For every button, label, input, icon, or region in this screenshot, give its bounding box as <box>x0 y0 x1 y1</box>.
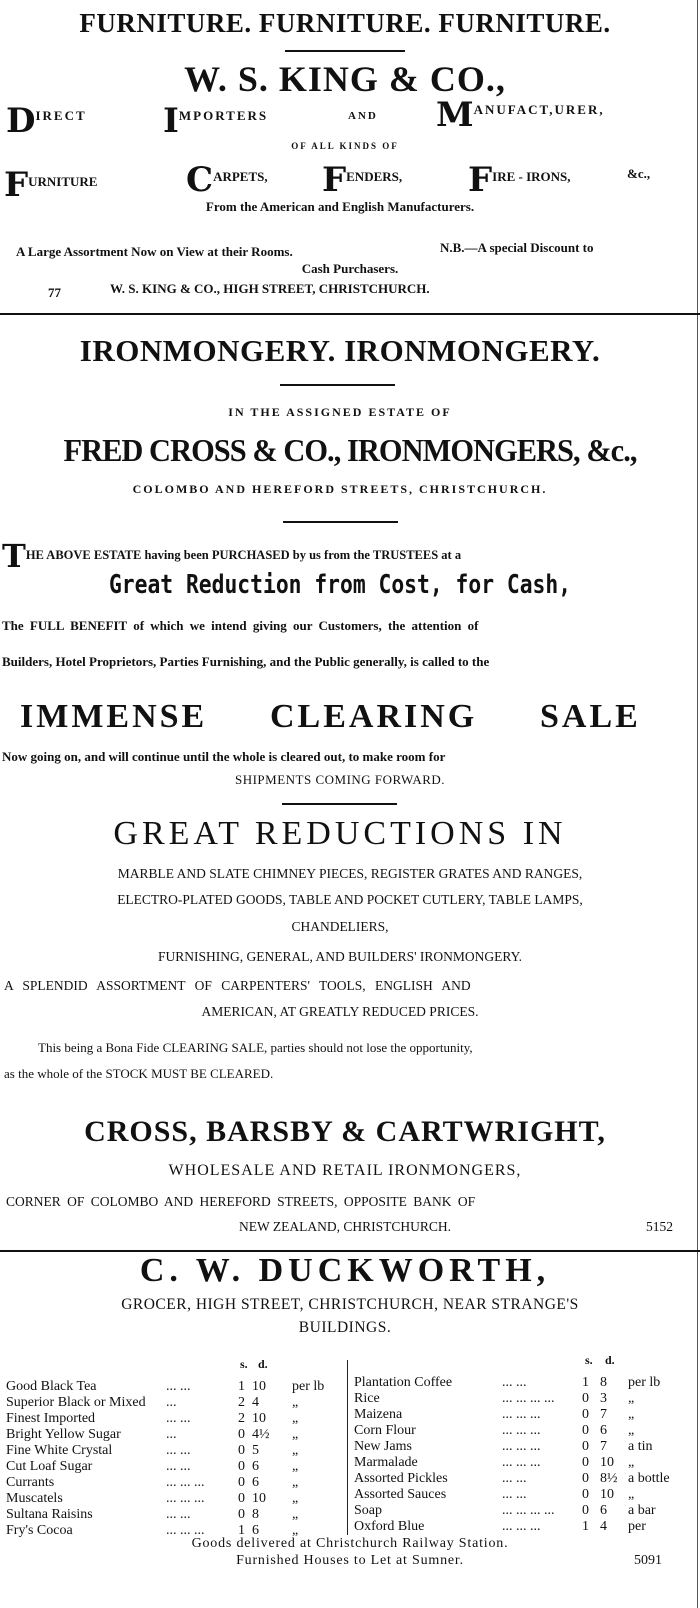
price-shillings: 1 <box>238 1523 245 1538</box>
price-unit: a bar <box>628 1503 656 1518</box>
furniture-headline: FURNITURE. FURNITURE. FURNITURE. <box>79 8 611 38</box>
right-price-list <box>354 1375 688 1535</box>
item-name: Finest Imported <box>6 1411 96 1426</box>
cash-purchasers: Cash Purchasers. <box>301 261 399 276</box>
item-name: Assorted Pickles <box>354 1471 448 1486</box>
left-price-list <box>6 1379 342 1539</box>
price-shillings: 1 <box>582 1375 589 1390</box>
price-pence: 7 <box>600 1407 607 1422</box>
leader-dots: ... ... ... <box>166 1475 205 1490</box>
price-row <box>354 1455 688 1471</box>
manufacturer-word <box>436 95 605 135</box>
ad-separator <box>0 313 700 315</box>
price-unit: per lb <box>628 1375 661 1390</box>
price-shillings: 0 <box>582 1471 589 1486</box>
furnished-line: Furnished Houses to Let at Sumner. <box>236 1553 464 1568</box>
leader-dots: ... ... <box>166 1443 191 1458</box>
drop-initial: T <box>2 537 26 575</box>
great-reductions-heading: GREAT REDUCTIONS IN <box>113 815 567 852</box>
pence-header: d. <box>258 1357 268 1371</box>
ad-ref-number: 5152 <box>646 1219 673 1234</box>
leader-dots: ... ... <box>502 1487 527 1502</box>
leader-dots: ... ... <box>166 1379 191 1394</box>
price-shillings: 2 <box>238 1411 245 1426</box>
discount-text: N.B.—A special Discount to <box>440 240 594 255</box>
furnishing-line: FURNISHING, GENERAL, AND BUILDERS' IRONMONGERY. <box>157 949 523 964</box>
price-row <box>354 1503 688 1519</box>
item-name: Soap <box>354 1503 382 1518</box>
price-pence: 6 <box>600 1503 607 1518</box>
shillings-header: s. <box>585 1353 593 1367</box>
price-row <box>6 1459 342 1475</box>
leader-dots: ... ... ... ... <box>502 1391 555 1406</box>
price-row <box>6 1395 342 1411</box>
word: ANUFACT,URER, <box>473 102 605 117</box>
chandeliers-line: CHANDELIERS, <box>291 919 389 934</box>
price-shillings: 1 <box>238 1379 245 1394</box>
drop-initial: F <box>4 165 29 205</box>
price-pence: 10 <box>600 1487 614 1502</box>
price-pence: 5 <box>252 1443 259 1458</box>
price-pence: 3 <box>600 1391 607 1406</box>
item-name: Fry's Cocoa <box>6 1523 73 1538</box>
item-name: Marmalade <box>354 1455 418 1470</box>
price-unit: „ <box>292 1411 299 1426</box>
price-pence: 10 <box>252 1379 266 1394</box>
address-line: W. S. KING & CO., HIGH STREET, CHRISTCHURCH. <box>110 281 430 296</box>
wholesale-line: WHOLESALE AND RETAIL IRONMONGERS, <box>168 1162 522 1179</box>
direct-importers-line <box>6 101 87 141</box>
item-name: Oxford Blue <box>354 1519 425 1534</box>
price-unit: „ <box>292 1459 299 1474</box>
estate-line <box>2 537 462 575</box>
immense-word: IMMENSE <box>20 698 208 735</box>
word: ARPETS, <box>213 169 268 184</box>
fire-irons-word <box>468 160 571 200</box>
price-unit: „ <box>292 1395 299 1410</box>
price-column-divider <box>347 1360 348 1535</box>
divider <box>285 50 405 52</box>
from-line: From the American and English Manufacturers. <box>205 199 475 214</box>
price-shillings: 0 <box>238 1491 245 1506</box>
tools-line-2: AMERICAN, AT GREATLY REDUCED PRICES. <box>201 1004 479 1019</box>
price-unit: „ <box>292 1475 299 1490</box>
corner-line: CORNER OF COLOMBO AND HEREFORD STREETS, OPPOSITE BANK OF <box>6 1194 476 1209</box>
item-name: Good Black Tea <box>6 1379 97 1394</box>
price-shillings: 1 <box>582 1519 589 1534</box>
sale-word: SALE <box>540 698 641 735</box>
ironmongery-headline: IRONMONGERY. IRONMONGERY. <box>79 333 601 368</box>
leader-dots: ... ... ... ... <box>502 1503 555 1518</box>
furniture-word <box>4 165 98 205</box>
reduction-line: Great Reduction from Cost, for Cash, <box>108 570 572 600</box>
price-row <box>6 1507 342 1523</box>
price-pence: 6 <box>600 1423 607 1438</box>
price-unit: a bottle <box>628 1471 670 1486</box>
cross-barsby-firm: CROSS, BARSBY & CARTWRIGHT, <box>84 1115 606 1148</box>
price-unit: „ <box>628 1455 635 1470</box>
leader-dots: ... ... <box>502 1471 527 1486</box>
price-row <box>6 1475 342 1491</box>
price-unit: „ <box>292 1523 299 1538</box>
price-unit: „ <box>628 1407 635 1422</box>
shillings-header: s. <box>240 1357 248 1371</box>
price-unit: per <box>628 1519 646 1534</box>
tools-line: A SPLENDID ASSORTMENT OF CARPENTERS' TOOLS, ENGLISH AND <box>4 978 471 993</box>
drop-initial: F <box>468 160 493 200</box>
etc-word: &c., <box>627 166 651 181</box>
price-row <box>6 1443 342 1459</box>
price-shillings: 0 <box>582 1407 589 1422</box>
leader-dots: ... ... <box>166 1411 191 1426</box>
item-name: Sultana Raisins <box>6 1507 93 1522</box>
drop-initial: I <box>163 101 179 141</box>
price-row <box>6 1491 342 1507</box>
price-pence: 8 <box>600 1375 607 1390</box>
price-row <box>354 1519 688 1535</box>
price-row <box>6 1379 342 1395</box>
price-unit: „ <box>292 1507 299 1522</box>
price-row <box>354 1471 688 1487</box>
price-pence: 8½ <box>600 1471 618 1486</box>
price-row <box>354 1375 688 1391</box>
price-row <box>354 1391 688 1407</box>
ad-ref-number: 5091 <box>634 1553 662 1568</box>
leader-dots: ... ... ... <box>502 1439 541 1454</box>
price-row <box>6 1411 342 1427</box>
price-pence: 4 <box>600 1519 607 1534</box>
leader-dots: ... ... ... <box>502 1455 541 1470</box>
item-name: Bright Yellow Sugar <box>6 1427 121 1442</box>
word: IRE - IRONS, <box>492 169 571 184</box>
builders-line: Builders, Hotel Proprietors, Parties Furnishing, and the Public generally, is called to the <box>2 654 490 669</box>
item-name: Maizena <box>354 1407 403 1422</box>
carpets-word <box>186 160 268 200</box>
price-row <box>354 1487 688 1503</box>
price-shillings: 0 <box>582 1455 589 1470</box>
shipments-line: SHIPMENTS COMING FORWARD. <box>234 772 446 787</box>
drop-initial: D <box>6 101 36 141</box>
word: MPORTERS <box>178 108 269 123</box>
drop-initial: C <box>186 160 214 200</box>
assigned-estate: IN THE ASSIGNED ESTATE OF <box>228 405 452 419</box>
item-name: Currants <box>6 1475 55 1490</box>
ad-ref-number: 77 <box>48 285 61 300</box>
drop-initial: M <box>436 95 474 135</box>
grocer-address-2: BUILDINGS. <box>298 1319 392 1336</box>
price-pence: 4 <box>252 1395 259 1410</box>
company-name: W. S. KING & CO., <box>184 59 506 99</box>
price-shillings: 0 <box>238 1459 245 1474</box>
leader-dots: ... ... ... <box>502 1423 541 1438</box>
marble-line: MARBLE AND SLATE CHIMNEY PIECES, REGISTER GRATES AND RANGES, <box>117 866 583 881</box>
price-row <box>354 1439 688 1455</box>
fenders-word <box>322 160 403 200</box>
item-name: Fine White Crystal <box>6 1443 113 1458</box>
delivered-line: Goods delivered at Christchurch Railway Station. <box>191 1536 509 1551</box>
price-shillings: 2 <box>238 1395 245 1410</box>
price-row <box>354 1407 688 1423</box>
leader-dots: ... ... <box>166 1459 191 1474</box>
price-unit: „ <box>628 1391 635 1406</box>
importers-word <box>163 101 269 141</box>
price-shillings: 0 <box>582 1391 589 1406</box>
price-pence: 10 <box>600 1455 614 1470</box>
leader-dots: ... <box>166 1395 177 1410</box>
clearing-word: CLEARING <box>270 698 478 735</box>
item-name: Cut Loaf Sugar <box>6 1459 93 1474</box>
leader-dots: ... <box>166 1427 177 1442</box>
item-name: Rice <box>354 1391 380 1406</box>
now-going-line: Now going on, and will continue until the whole is cleared out, to make room for <box>2 749 446 764</box>
duckworth-name: C. W. DUCKWORTH, <box>139 1252 551 1289</box>
word: ENDERS, <box>346 169 403 184</box>
price-unit: „ <box>292 1491 299 1506</box>
fred-cross-firm: FRED CROSS & CO., IRONMONGERS, &c., <box>63 432 637 468</box>
price-pence: 8 <box>252 1507 259 1522</box>
price-unit: „ <box>628 1423 635 1438</box>
price-shillings: 0 <box>582 1439 589 1454</box>
price-shillings: 0 <box>238 1427 245 1442</box>
leader-dots: ... ... <box>166 1507 191 1522</box>
estate-text: HE ABOVE ESTATE having been PURCHASED by us from the TRUSTEES at a <box>25 548 462 562</box>
of-all-kinds: OF ALL KINDS OF <box>291 141 399 151</box>
price-unit: a tin <box>628 1439 653 1454</box>
price-shillings: 0 <box>582 1487 589 1502</box>
price-pence: 6 <box>252 1475 259 1490</box>
streets-line: COLOMBO AND HEREFORD STREETS, CHRISTCHURCH. <box>132 482 548 496</box>
price-row <box>6 1427 342 1443</box>
item-name: Plantation Coffee <box>354 1375 453 1390</box>
divider <box>283 521 398 523</box>
column-border <box>697 0 698 1608</box>
word: IRECT <box>35 108 87 123</box>
item-name: Corn Flour <box>354 1423 416 1438</box>
item-name: Muscatels <box>6 1491 63 1506</box>
leader-dots: ... ... <box>502 1375 527 1390</box>
leader-dots: ... ... ... <box>166 1491 205 1506</box>
item-name: Superior Black or Mixed <box>6 1395 146 1410</box>
drop-initial: F <box>322 160 347 200</box>
grocer-address: GROCER, HIGH STREET, CHRISTCHURCH, NEAR STRANGE'S <box>121 1296 579 1313</box>
divider <box>282 803 397 805</box>
price-pence: 10 <box>252 1411 266 1426</box>
divider <box>280 384 395 386</box>
item-name: New Jams <box>354 1439 412 1454</box>
and-word: AND <box>348 110 378 122</box>
price-pence: 4½ <box>252 1427 270 1442</box>
price-unit: per lb <box>292 1379 325 1394</box>
corner-line-2: NEW ZEALAND, CHRISTCHURCH. <box>239 1219 451 1234</box>
price-pence: 6 <box>252 1523 259 1538</box>
item-name: Assorted Sauces <box>354 1487 447 1502</box>
leader-dots: ... ... ... <box>502 1407 541 1422</box>
price-unit: „ <box>628 1487 635 1502</box>
assortment-text: A Large Assortment Now on View at their Rooms. <box>16 244 293 259</box>
pence-header: d. <box>605 1353 615 1367</box>
leader-dots: ... ... ... <box>166 1523 205 1538</box>
price-pence: 7 <box>600 1439 607 1454</box>
leader-dots: ... ... ... <box>502 1519 541 1534</box>
price-shillings: 0 <box>238 1475 245 1490</box>
price-row <box>354 1423 688 1439</box>
price-unit: „ <box>292 1427 299 1442</box>
price-pence: 10 <box>252 1491 266 1506</box>
price-shillings: 0 <box>582 1503 589 1518</box>
word: URNITURE <box>28 174 98 189</box>
price-shillings: 0 <box>582 1423 589 1438</box>
price-shillings: 0 <box>238 1507 245 1522</box>
price-pence: 6 <box>252 1459 259 1474</box>
price-shillings: 0 <box>238 1443 245 1458</box>
electro-line: ELECTRO-PLATED GOODS, TABLE AND POCKET CUTLERY, TABLE LAMPS, <box>117 892 583 907</box>
price-unit: „ <box>292 1443 299 1458</box>
stock-cleared-line: as the whole of the STOCK MUST BE CLEARED. <box>4 1066 274 1081</box>
benefit-line: The FULL BENEFIT of which we intend giving our Customers, the attention of <box>2 618 479 633</box>
bona-fide-line: This being a Bona Fide CLEARING SALE, parties should not lose the opportunity, <box>38 1040 473 1055</box>
